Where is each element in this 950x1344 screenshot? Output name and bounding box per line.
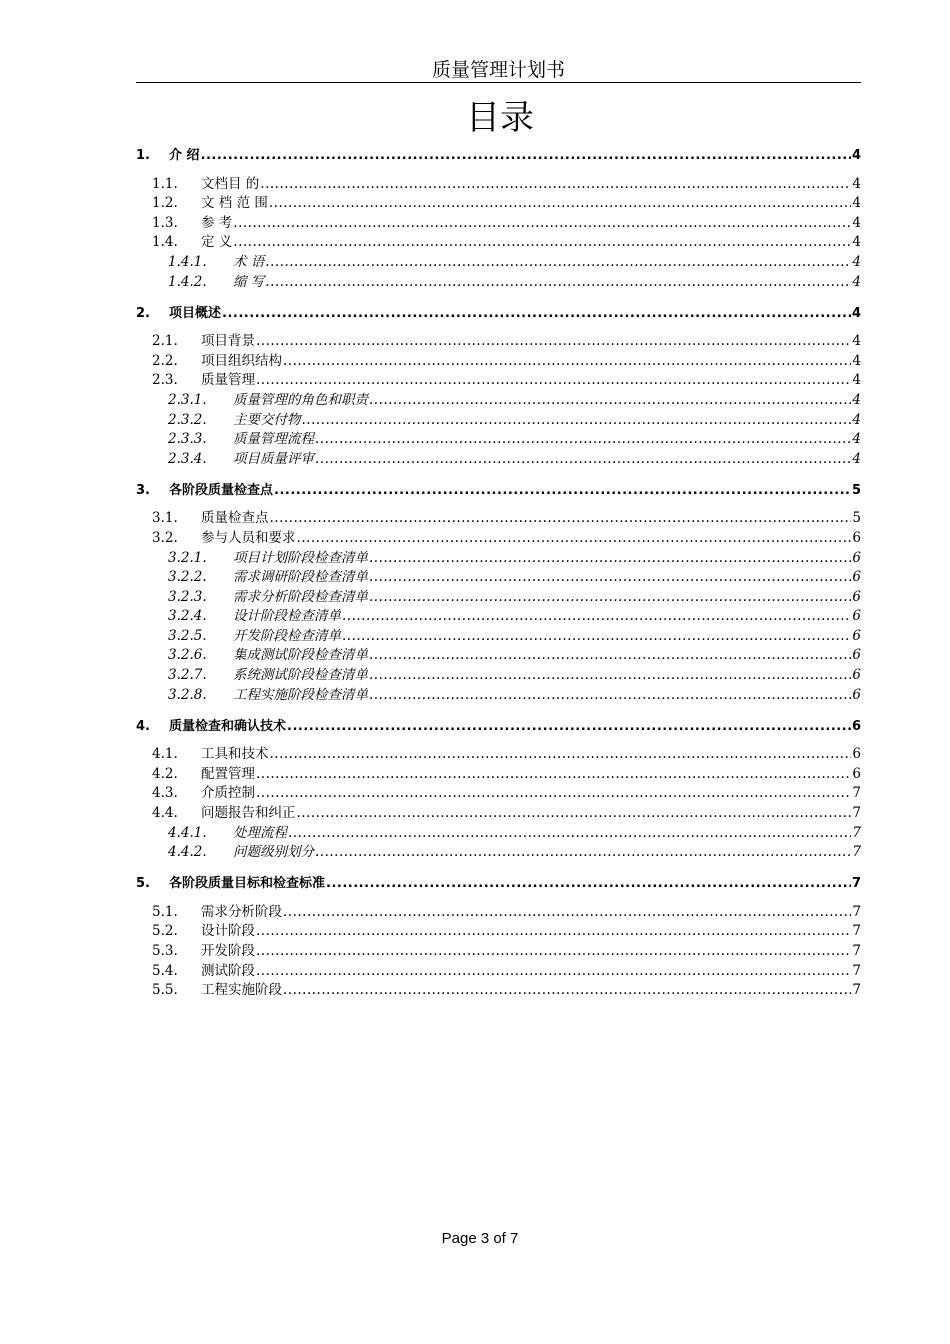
toc-entry-number: 2.3.3. [168,431,207,448]
toc-entry-number: 3.2.2. [168,569,207,586]
toc-entry-number: 5.5. [152,982,178,999]
toc-entry-2[interactable] [136,302,861,323]
toc-entry-label: 参 考 [201,214,233,231]
toc-entry-label: 各阶段质量检查点 [169,482,274,498]
toc-dot-leader [283,981,851,1000]
toc-entry-2-3-1[interactable] [136,390,861,410]
toc-entry-3-2-2[interactable] [136,568,861,588]
toc-entry-number: 5. [136,876,150,892]
toc-entry-4-3[interactable] [136,784,861,804]
toc-dot-leader [315,450,851,469]
page-header [136,56,861,83]
toc-entry-label: 质量检查和确认技术 [169,718,287,734]
toc-entry-number: 5.1. [152,903,178,920]
toc-entry-page-number: 7 [852,903,861,920]
toc-entry-2-1[interactable] [136,332,861,352]
toc-entry-4-1[interactable] [136,745,861,765]
toc-dot-leader [287,717,851,736]
toc-entry-number: 3.2.3. [168,588,207,605]
toc-entry-number: 4.4. [152,805,178,822]
toc-entry-label: 设计阶段检查清单 [233,608,341,625]
toc-entry-1-2[interactable] [136,194,861,214]
toc-dot-leader [222,304,851,323]
toc-entry-label: 问题报告和纠正 [201,805,296,822]
toc-entry-3-2[interactable] [136,528,861,548]
toc-dot-leader [342,607,851,626]
toc-entry-label: 术 语 [233,253,265,270]
toc-entry-number: 4.2. [152,765,178,782]
toc-entry-1[interactable] [136,144,861,165]
toc-entry-number: 3.1. [152,510,178,527]
toc-entry-3-2-4[interactable] [136,607,861,627]
toc-entry-5-3[interactable] [136,941,861,961]
toc-entry-page-number: 6 [852,529,861,546]
toc-entry-page-number: 6 [852,667,861,684]
toc-entry-2-3-2[interactable] [136,410,861,430]
toc-dot-leader [256,371,851,390]
toc-entry-3-2-5[interactable] [136,626,861,646]
toc-entry-page-number: 6 [852,686,861,703]
toc-entry-label: 项目计划阶段检查清单 [233,549,368,566]
toc-dot-leader [283,352,851,371]
toc-entry-page-number: 7 [852,982,861,999]
toc-dot-leader [256,765,851,784]
toc-dot-leader [233,214,851,233]
toc-entry-page-number: 7 [852,943,861,959]
toc-entry-label: 配置管理 [201,765,255,782]
toc-entry-page-number: 4 [852,450,861,467]
toc-entry-4[interactable] [136,715,861,736]
toc-entry-label: 质量管理的角色和职责 [233,391,368,408]
toc-entry-page-number: 4 [852,195,861,212]
toc-entry-2-2[interactable] [136,351,861,371]
toc-entry-page-number: 4 [852,214,861,231]
toc-entry-page-number: 4 [852,253,861,270]
toc-entry-label: 设计阶段 [201,923,255,940]
toc-entry-number: 1.2. [152,195,178,212]
toc-entry-3[interactable] [136,479,861,500]
toc-entry-number: 2.3.2. [168,411,207,428]
toc-dot-leader [256,332,851,351]
toc-entry-label: 质量管理 [201,372,255,389]
toc-dot-leader [233,233,851,252]
toc-entry-label: 需求分析阶段 [201,903,282,920]
toc-entry-3-2-7[interactable] [136,665,861,685]
toc-entry-number: 2. [136,305,150,321]
toc-entry-label: 问题级别划分 [233,844,314,861]
toc-dot-leader [315,430,851,449]
toc-dot-leader [369,549,851,568]
toc-dot-leader [369,588,851,607]
toc-entry-label: 质量管理流程 [233,431,314,448]
toc-entry-4-4-1[interactable] [136,823,861,843]
toc-entry-number: 3.2.6. [168,647,207,664]
toc-entry-1-3[interactable] [136,213,861,233]
toc-entry-page-number: 4 [852,234,861,251]
toc-entry-label: 开发阶段 [201,943,255,959]
toc-entry-number: 2.2. [152,352,178,369]
toc-entry-number: 1.1. [152,175,178,192]
toc-entry-1-4-2[interactable] [136,272,861,292]
toc-entry-3-2-3[interactable] [136,587,861,607]
toc-entry-label: 缩 写 [233,273,265,290]
toc-entry-number: 2.3. [152,372,178,389]
toc-entry-number: 5.4. [152,962,178,979]
toc-entry-1-4-1[interactable] [136,252,861,272]
toc-entry-5-5[interactable] [136,981,861,1001]
toc-entry-page-number: 7 [852,844,861,861]
toc-dot-leader [288,824,851,843]
toc-entry-5-1[interactable] [136,902,861,922]
toc-entry-number: 4.1. [152,746,178,763]
toc-dot-leader [369,568,851,587]
toc-entry-number: 4.4.2. [168,844,207,861]
toc-entry-3-2-6[interactable] [136,646,861,666]
toc-entry-page-number: 7 [852,923,861,940]
document-title: 质量管理计划书 [431,59,565,81]
toc-entry-page-number: 6 [852,588,861,605]
toc-entry-page-number: 6 [852,549,861,566]
toc-entry-3-2-1[interactable] [136,548,861,568]
toc-dot-leader [256,962,851,981]
toc-entry-label: 系统测试阶段检查清单 [233,667,368,684]
toc-entry-page-number: 6 [852,627,861,644]
toc-entry-label: 项目组织结构 [201,352,282,369]
toc-entry-4-4[interactable] [136,803,861,823]
toc-entry-page-number: 4 [852,273,861,290]
toc-entry-label: 工具和技术 [201,746,269,763]
toc-dot-leader [256,784,851,803]
toc-dot-leader [315,843,851,862]
toc-entry-label: 介质控制 [201,785,255,802]
toc-entry-number: 2.1. [152,333,178,350]
toc-entry-label: 工程实施阶段检查清单 [233,686,368,703]
toc-dot-leader [302,411,852,430]
toc-entry-number: 1.3. [152,214,178,231]
toc-entry-label: 处理流程 [233,824,287,841]
toc-entry-number: 1.4.2. [168,273,207,290]
toc-dot-leader [270,745,852,764]
toc-dot-leader [342,627,851,646]
toc-entry-2-3[interactable] [136,371,861,391]
toc-entry-label: 集成测试阶段检查清单 [233,647,368,664]
toc-dot-leader [256,942,851,961]
toc-entry-page-number: 6 [852,765,861,782]
toc-dot-leader [260,175,851,194]
toc-entry-number: 4. [136,718,150,734]
toc-entry-page-number: 6 [852,746,861,763]
toc-entry-number: 5.3. [152,943,178,959]
toc-dot-leader [265,253,851,272]
toc-entry-label: 测试阶段 [201,962,255,979]
toc-entry-page-number: 7 [852,962,861,979]
toc-entry-page-number: 4 [852,391,861,408]
toc-dot-leader [283,903,851,922]
toc-entry-number: 3.2.1. [168,549,207,566]
toc-entry-3-1[interactable] [136,509,861,529]
toc-entry-5[interactable] [136,872,861,893]
toc-entry-page-number: 6 [852,647,861,664]
toc-entry-label: 项目质量评审 [233,450,314,467]
toc-entry-number: 3.2.8. [168,686,207,703]
toc-entry-label: 工程实施阶段 [201,982,282,999]
toc-dot-leader [274,481,851,500]
toc-dot-leader [369,646,851,665]
toc-entry-label: 文 档 范 围 [201,195,268,212]
toc-entry-page-number: 7 [852,805,861,822]
toc-dot-leader [297,529,852,548]
toc-entry-5-4[interactable] [136,961,861,981]
toc-dot-leader [201,146,851,165]
toc-entry-page-number: 4 [852,352,861,369]
toc-entry-number: 3.2.5. [168,627,207,644]
toc-dot-leader [369,686,851,705]
toc-entry-2-3-3[interactable] [136,430,861,450]
toc-entry-1-4[interactable] [136,233,861,253]
toc-heading: 目录 [466,98,534,138]
toc-dot-leader [270,509,852,528]
toc-dot-leader [265,273,851,292]
toc-entry-number: 1. [136,148,150,163]
toc-entry-number: 3.2. [152,529,178,546]
toc-entry-5-2[interactable] [136,922,861,942]
toc-entry-number: 4.4.1. [168,824,207,841]
toc-entry-number: 1.4.1. [168,253,207,270]
toc-entry-page-number: 4 [852,333,861,350]
toc-entry-label: 需求调研阶段检查清单 [233,569,368,586]
toc-entry-label: 项目概述 [169,305,222,321]
toc-entry-label: 介 绍 [169,148,200,163]
toc-entry-page-number: 6 [852,569,861,586]
toc-entry-page-number: 4 [851,305,861,321]
toc-entry-number: 3.2.7. [168,667,207,684]
toc-entry-label: 主要交付物 [233,411,301,428]
toc-entry-3-2-8[interactable] [136,685,861,705]
toc-entry-label: 需求分析阶段检查清单 [233,588,368,605]
toc-entry-page-number: 4 [852,411,861,428]
toc-entry-page-number: 7 [852,824,861,841]
toc-entry-number: 3. [136,482,150,498]
toc-entry-4-4-2[interactable] [136,843,861,863]
toc-entry-label: 文档目 的 [201,175,260,192]
toc-entry-page-number: 7 [851,876,861,892]
toc-entry-page-number: 6 [851,718,861,734]
toc-entry-page-number: 5 [851,482,861,498]
toc-dot-leader [256,922,851,941]
toc-dot-leader [369,391,851,410]
toc-entry-number: 3.2.4. [168,608,207,625]
toc-entry-page-number: 4 [852,175,861,192]
toc-dot-leader [297,804,852,823]
toc-entry-4-2[interactable] [136,764,861,784]
toc-entry-number: 5.2. [152,923,178,940]
toc-entry-page-number: 6 [852,608,861,625]
toc-entry-page-number: 7 [852,785,861,802]
toc-entry-page-number: 4 [851,148,861,163]
table-of-contents [136,144,861,1000]
toc-dot-leader [326,874,851,893]
toc-entry-label: 项目背景 [201,333,255,350]
toc-entry-label: 各阶段质量目标和检查标准 [169,876,326,892]
page-footer: Page 3 of 7 [441,1230,519,1247]
toc-entry-number: 2.3.4. [168,450,207,467]
toc-dot-leader [369,666,851,685]
toc-entry-page-number: 5 [852,510,861,527]
toc-entry-label: 定 义 [201,234,233,251]
toc-entry-number: 2.3.1. [168,391,207,408]
toc-entry-label: 开发阶段检查清单 [233,627,341,644]
toc-entry-number: 1.4. [152,234,178,251]
toc-entry-1-1[interactable] [136,174,861,194]
toc-entry-number: 4.3. [152,785,178,802]
toc-entry-2-3-4[interactable] [136,449,861,469]
toc-entry-page-number: 4 [852,431,861,448]
toc-entry-page-number: 4 [852,372,861,389]
toc-dot-leader [269,194,852,213]
toc-entry-label: 质量检查点 [201,510,269,527]
toc-entry-label: 参与人员和要求 [201,529,296,546]
